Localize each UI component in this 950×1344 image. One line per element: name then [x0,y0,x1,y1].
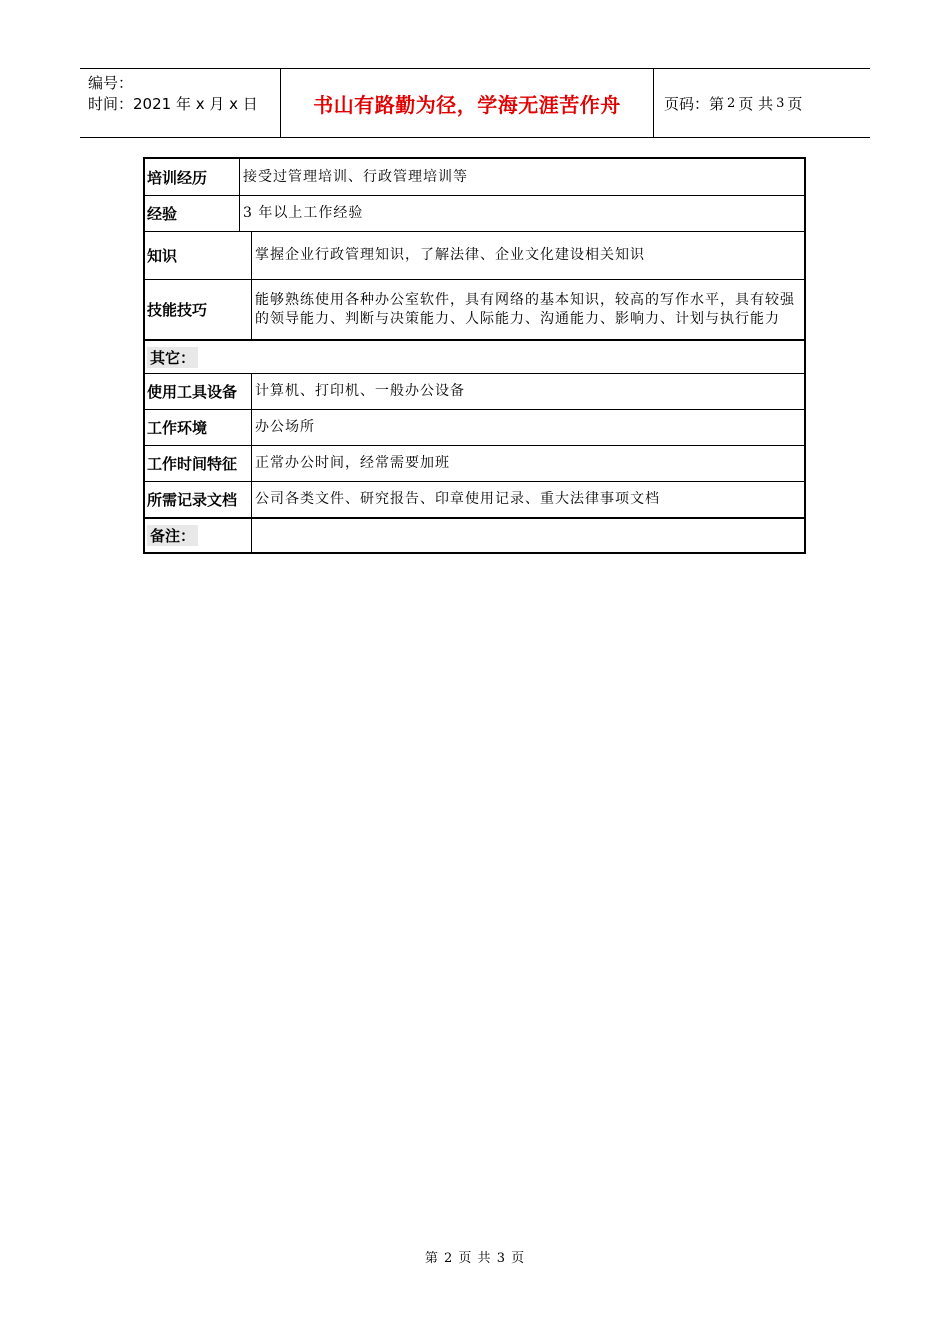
row-label: 技能技巧 [145,280,252,339]
job-spec-table [143,157,806,554]
table-row-experience [145,195,804,231]
row-label: 工作环境 [145,410,252,445]
row-value: 能够熟练使用各种办公室软件，具有网络的基本知识，较高的写作水平，具有较强的领导能力、判断与决策能力、人际能力、沟通能力、影响力、计划与执行能力 [255,291,795,327]
row-value: 3 年以上工作经验 [243,205,364,221]
page-header [80,68,870,138]
page-prefix: 页码：第 [664,94,725,113]
row-label: 经验 [145,196,240,231]
row-label: 使用工具设备 [145,374,252,409]
page-current: 2 [727,95,736,111]
row-value: 掌握企业行政管理知识，了解法律、企业文化建设相关知识 [255,247,645,263]
table-row-knowledge [145,231,804,279]
table-row-documents [145,481,804,517]
row-label: 知识 [145,232,252,279]
table-row-other [145,339,804,373]
row-value: 正常办公时间，经常需要加班 [255,455,450,471]
row-value: 接受过管理培训、行政管理培训等 [243,168,468,185]
header-meta [80,69,281,137]
header-page-indicator [654,69,870,137]
row-label: 培训经历 [145,159,240,195]
header-motto: 书山有路勤为径，学海无涯苦作舟 [281,69,654,137]
section-label: 其它： [147,347,198,368]
table-row-work-hours [145,445,804,481]
table-row-remarks [145,517,804,552]
table-row-environment [145,409,804,445]
row-value [252,519,804,552]
row-value: 公司各类文件、研究报告、印章使用记录、重大法律事项文档 [255,491,660,507]
table-row-training [145,159,804,195]
row-label: 所需记录文档 [145,482,252,517]
serial-label: 编号： [88,74,134,92]
table-row-skills [145,279,804,339]
time-label: 时间：2021 年 x 月 x 日 [88,95,258,113]
row-label [145,519,252,552]
row-value: 计算机、打印机、一般办公设备 [255,383,465,399]
page-footer: 第 2 页 共 3 页 [424,1251,526,1266]
page-suffix: 页 [787,94,803,113]
page-mid: 页 共 [738,94,774,113]
table-row-tools [145,373,804,409]
remarks-label: 备注： [147,525,198,546]
page-total: 3 [776,95,785,111]
row-label: 工作时间特征 [145,446,252,481]
row-label [145,341,804,373]
row-value: 办公场所 [255,419,315,435]
